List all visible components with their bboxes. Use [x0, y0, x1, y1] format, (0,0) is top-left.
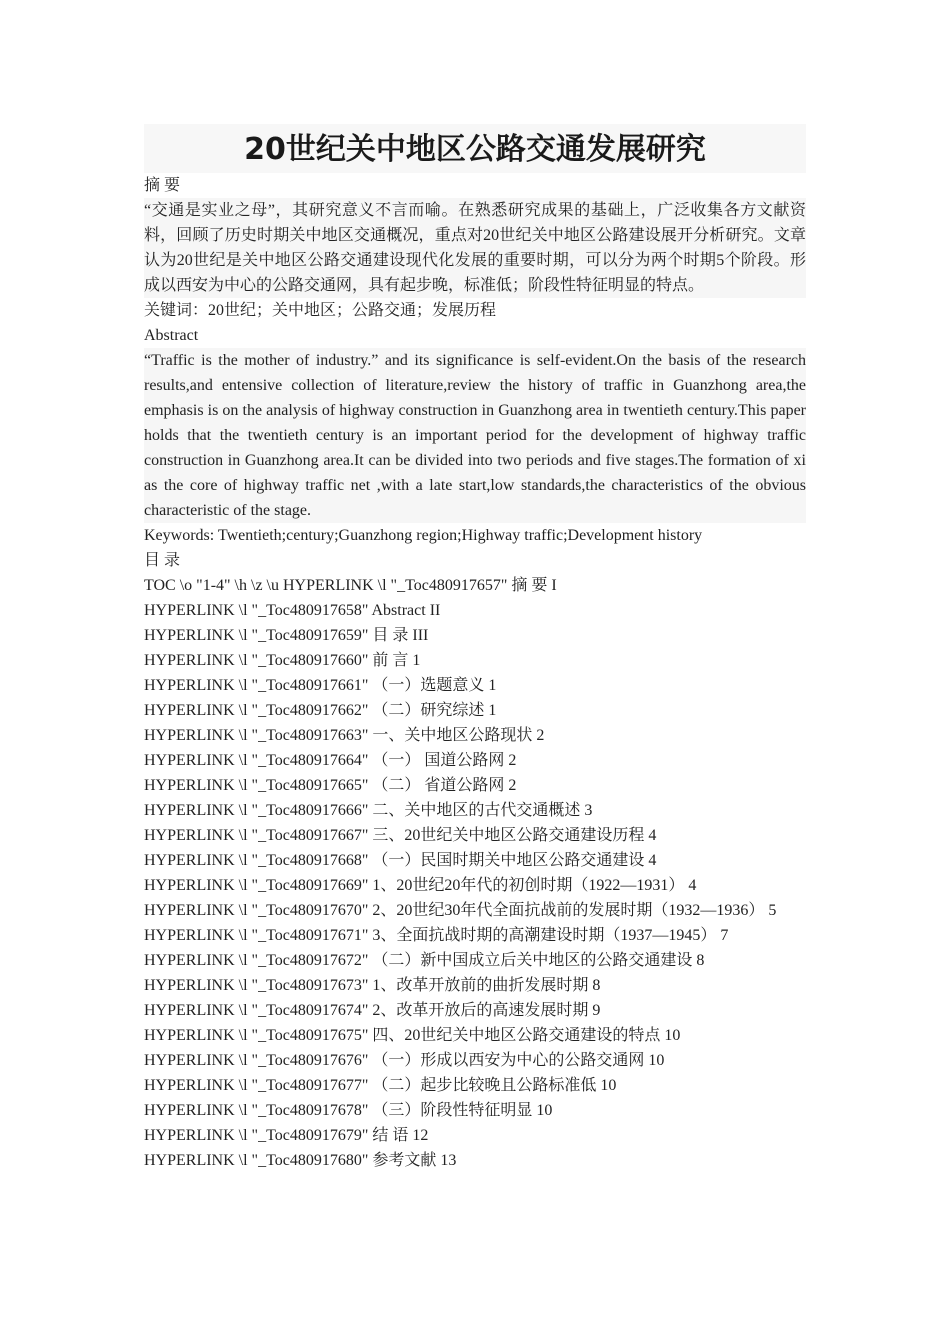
keywords-en: Keywords: Twentieth;century;Guanzhong region;Highway traffic;Development history	[144, 527, 703, 544]
toc-heading: 目 录	[144, 552, 181, 569]
abstract-en-paragraph: “Traffic is the mother of industry.” and its significance is self-evident.On the basis of the research results,and entensive collection of literature,review the history of traffic in Guanzhong area,the emphasis is on the analysis of highway construction in Guanzhong area in twentieth century.This paper holds that the twentieth century is an important period for the development of highway traffic construction in Guanzhong area.It can be divided into two periods and five stages.The formation of xi as the core of highway traffic net ,with a late start,low standards,the characteristics of the obvious characteristic of the stage.	[144, 348, 806, 523]
toc-entry[interactable]: HYPERLINK \l "_Toc480917664" （一） 国道公路网 2	[144, 752, 517, 769]
toc-entry[interactable]: HYPERLINK \l "_Toc480917678" （三）阶段性特征明显 10	[144, 1102, 553, 1119]
table-of-contents	[144, 573, 806, 1173]
toc-entry[interactable]: HYPERLINK \l "_Toc480917665" （二） 省道公路网 2	[144, 777, 517, 794]
toc-entry[interactable]: HYPERLINK \l "_Toc480917658" Abstract II	[144, 602, 441, 619]
toc-entry[interactable]: HYPERLINK \l "_Toc480917668" （一）民国时期关中地区公路交通建设 4	[144, 852, 657, 869]
toc-entry[interactable]: HYPERLINK \l "_Toc480917674" 2、改革开放后的高速发展时期 9	[144, 1002, 601, 1019]
toc-entry[interactable]: HYPERLINK \l "_Toc480917671" 3、全面抗战时期的高潮建设时期（1937—1945） 7	[144, 927, 729, 944]
toc-entry[interactable]: HYPERLINK \l "_Toc480917676" （一）形成以西安为中心的公路交通网 10	[144, 1052, 665, 1069]
toc-entry[interactable]: HYPERLINK \l "_Toc480917666" 二、关中地区的古代交通概述 3	[144, 802, 593, 819]
document-title: 20世纪关中地区公路交通发展研究	[144, 124, 806, 173]
document-page	[144, 124, 806, 1173]
toc-entry[interactable]: HYPERLINK \l "_Toc480917677" （二）起步比较晚且公路标准低 10	[144, 1077, 617, 1094]
toc-entry[interactable]: HYPERLINK \l "_Toc480917663" 一、关中地区公路现状 2	[144, 727, 545, 744]
toc-entry[interactable]: TOC \o "1-4" \h \z \u HYPERLINK \l "_Toc480917657" 摘 要 I	[144, 577, 557, 594]
abstract-cn-paragraph: “交通是实业之母”，其研究意义不言而喻。在熟悉研究成果的基础上，广泛收集各方文献资料，回顾了历史时期关中地区交通概况，重点对20世纪关中地区公路建设展开分析研究。文章认为20世纪是关中地区公路交通建设现代化发展的重要时期，可以分为两个时期5个阶段。形成以西安为中心的公路交通网，具有起步晚，标准低；阶段性特征明显的特点。	[144, 198, 806, 298]
toc-entry[interactable]: HYPERLINK \l "_Toc480917660" 前 言 1	[144, 652, 421, 669]
toc-entry[interactable]: HYPERLINK \l "_Toc480917667" 三、20世纪关中地区公路交通建设历程 4	[144, 827, 657, 844]
toc-entry[interactable]: HYPERLINK \l "_Toc480917669" 1、20世纪20年代的初创时期（1922—1931） 4	[144, 877, 697, 894]
toc-entry[interactable]: HYPERLINK \l "_Toc480917670" 2、20世纪30年代全面抗战前的发展时期（1932—1936） 5	[144, 902, 777, 919]
toc-entry[interactable]: HYPERLINK \l "_Toc480917661" （一）选题意义 1	[144, 677, 497, 694]
toc-entry[interactable]: HYPERLINK \l "_Toc480917672" （二）新中国成立后关中地区的公路交通建设 8	[144, 952, 705, 969]
toc-entry[interactable]: HYPERLINK \l "_Toc480917659" 目 录 III	[144, 627, 429, 644]
toc-entry[interactable]: HYPERLINK \l "_Toc480917675" 四、20世纪关中地区公路交通建设的特点 10	[144, 1027, 681, 1044]
toc-entry[interactable]: HYPERLINK \l "_Toc480917662" （二）研究综述 1	[144, 702, 497, 719]
keywords-cn: 关键词：20世纪；关中地区；公路交通；发展历程	[144, 302, 497, 319]
abstract-en-heading: Abstract	[144, 327, 199, 344]
toc-entry[interactable]: HYPERLINK \l "_Toc480917673" 1、改革开放前的曲折发展时期 8	[144, 977, 601, 994]
toc-entry[interactable]: HYPERLINK \l "_Toc480917679" 结 语 12	[144, 1127, 429, 1144]
abstract-heading: 摘 要	[144, 177, 181, 194]
toc-entry[interactable]: HYPERLINK \l "_Toc480917680" 参考文献 13	[144, 1152, 457, 1169]
